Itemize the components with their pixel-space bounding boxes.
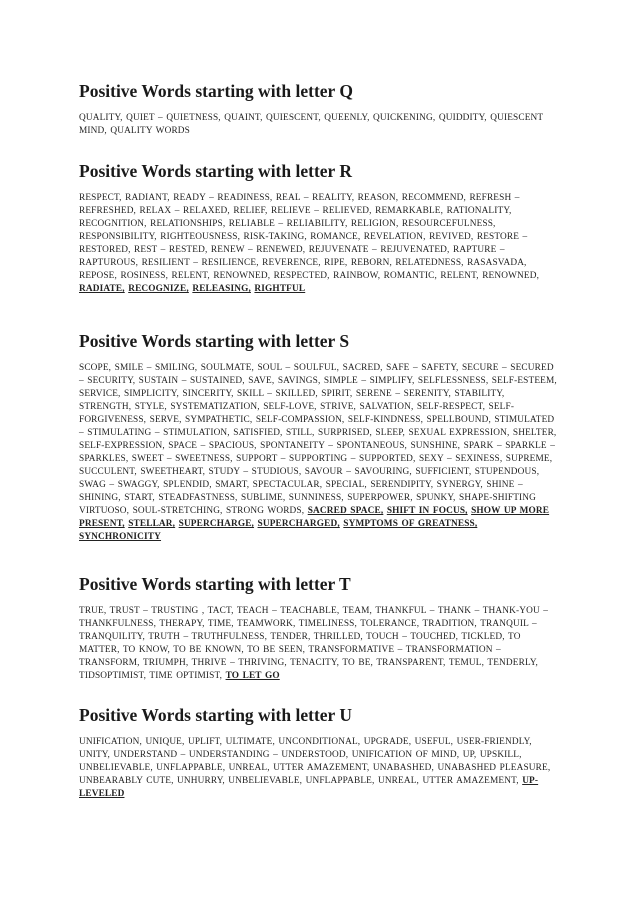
- word-link[interactable]: RADIATE,: [79, 284, 125, 294]
- word-link[interactable]: RIGHTFUL: [254, 284, 306, 294]
- word-list: SCOPE, SMILE – SMILING, SOULMATE, SOUL – SOULFUL, SACRED, SAFE – SAFETY, SECURE – SECURED – SECURITY, SUSTAIN – SUSTAINED, SAVE, SAVINGS, SIMPLE – SIMPLIFY, SELFLESSNESS, SELF-ESTEEM, SERVICE, SIMPLICITY, SINCERITY, SKILL – SKILLED, SPIRIT, SERENE – SERENITY, STABILITY, STRENGTH, STYLE, SYSTEMATIZATION, SELF-LOVE, STRIVE, SALVATION, SELF-RESPECT, SELF-FORGIVENESS, SERVE, SYMPATHETIC, SELF-COMPASSION, SELF-KINDNESS, SPELLBOUND, STIMULATED – STIMULATING – STIMULATION, SATISFIED, STILL, SURPRISED, SLEEP, SEXUAL EXPRESSION, SHELTER, SELF-EXPRESSION, SPACE – SPACIOUS, SPONTANEITY – SPONTANEOUS, SUNSHINE, SPARK – SPARKLE – SPARKLES, SWEET – SWEETNESS, SUPPORT – SUPPORTING – SUPPORTED, SEXY – SEXINESS, SUPREME, SUCCULENT, SWEETHEART, STUDY – STUDIOUS, SAVOUR – SAVOURING, SUFFICIENT, STUPENDOUS, SWAG – SWAGGY, SPLENDID, SMART, SPECTACULAR, SPECIAL, SERENDIPITY, SYNERGY, SHINE – SHINING, START, STEADFASTNESS, SUBLIME, SUNNINESS, SUPERPOWER, SPUNKY, SHAPE-SHIFTING VIRTUOSO, SOUL-STRETCHING, STRONG WORDS,: [79, 363, 557, 516]
- word-link[interactable]: TO LET GO: [225, 671, 280, 681]
- section-heading: Positive Words starting with letter U: [79, 705, 353, 725]
- section-body: [79, 605, 557, 683]
- section-body: [79, 362, 557, 544]
- section-letter-s: [79, 330, 557, 544]
- section-body: [79, 736, 557, 801]
- section-heading: Positive Words starting with letter T: [79, 574, 351, 594]
- word-link[interactable]: SHIFT IN FOCUS,: [386, 506, 468, 516]
- section-letter-r: [79, 160, 557, 296]
- section-heading: Positive Words starting with letter R: [79, 161, 353, 181]
- section-letter-u: [79, 704, 557, 801]
- section-letter-q: [79, 80, 557, 138]
- word-link[interactable]: STELLAR,: [128, 519, 176, 529]
- word-link[interactable]: SYNCHRONICITY: [79, 532, 162, 542]
- word-link[interactable]: SUPERCHARGE,: [178, 519, 255, 529]
- word-link[interactable]: RELEASING,: [192, 284, 251, 294]
- word-list: QUALITY, QUIET – QUIETNESS, QUAINT, QUIESCENT, QUEENLY, QUICKENING, QUIDDITY, QUIESCENT MIND, QUALITY WORDS: [79, 113, 544, 136]
- word-list: TRUE, TRUST – TRUSTING , TACT, TEACH – TEACHABLE, TEAM, THANKFUL – THANK – THANK-YOU – THANKFULNESS, THERAPY, TIME, TEAMWORK, TIMELINESS, TOLERANCE, TRADITION, TRANQUIL – TRANQUILITY, TRUTH – TRUTHFULNESS, TENDER, THRILLED, TOUCH – TOUCHED, TICKLED, TO MATTER, TO KNOW, TO BE KNOWN, TO BE SEEN, TRANSFORMATIVE – TRANSFORMATION – TRANSFORM, TRIUMPH, THRIVE – THRIVING, TENACITY, TO BE, TRANSPARENT, TEMUL, TENDERLY, TIDSOPTIMIST, TIME OPTIMIST,: [79, 606, 549, 681]
- section-body: [79, 112, 557, 138]
- section-heading: Positive Words starting with letter Q: [79, 81, 353, 101]
- word-link[interactable]: SUPERCHARGED,: [257, 519, 340, 529]
- section-heading: Positive Words starting with letter S: [79, 331, 350, 351]
- word-link[interactable]: SACRED SPACE,: [307, 506, 384, 516]
- word-link[interactable]: RECOGNIZE,: [128, 284, 189, 294]
- word-link[interactable]: SHOW UP MORE PRESENT,: [79, 506, 550, 529]
- section-letter-t: [79, 573, 557, 683]
- word-link[interactable]: UP-LEVELED: [79, 776, 539, 799]
- word-list: RESPECT, RADIANT, READY – READINESS, REAL – REALITY, REASON, RECOMMEND, REFRESH – REFRESHED, RELAX – RELAXED, RELIEF, RELIEVE – RELIEVED, REMARKABLE, RATIONALITY, RECOGNITION, RELATIONSHIPS, RELIABLE – RELIABILITY, RELIGION, RESOURCEFULNESS, RESPONSIBILITY, RIGHTEOUSNESS, RISK-TAKING, ROMANCE, REVELATION, REVIVED, RESTORE – RESTORED, REST – RESTED, RENEW – RENEWED, REJUVENATE – REJUVENATED, RAPTURE – RAPTUROUS, RESILIENT – RESILIENCE, REVERENCE, RIPE, REBORN, RELATEDNESS, RASASVADA, REPOSE, ROSINESS, RELENT, RENOWNED, RESPECTED, RAINBOW, ROMANTIC, RELENT, RENOWNED,: [79, 193, 540, 281]
- word-link[interactable]: SYMPTOMS OF GREATNESS,: [343, 519, 478, 529]
- section-body: [79, 192, 557, 296]
- word-list: UNIFICATION, UNIQUE, UPLIFT, ULTIMATE, UNCONDITIONAL, UPGRADE, USEFUL, USER-FRIENDLY, UNITY, UNDERSTAND – UNDERSTANDING – UNDERSTOOD, UNIFICATION OF MIND, UP, UPSKILL, UNBELIEVABLE, UNFLAPPABLE, UNREAL, UTTER AMAZEMENT, UNABASHED, UNABASHED PLEASURE, UNBEARABLY CUTE, UNHURRY, UNBELIEVABLE, UNFLAPPABLE, UNREAL, UTTER AMAZEMENT,: [79, 737, 551, 786]
